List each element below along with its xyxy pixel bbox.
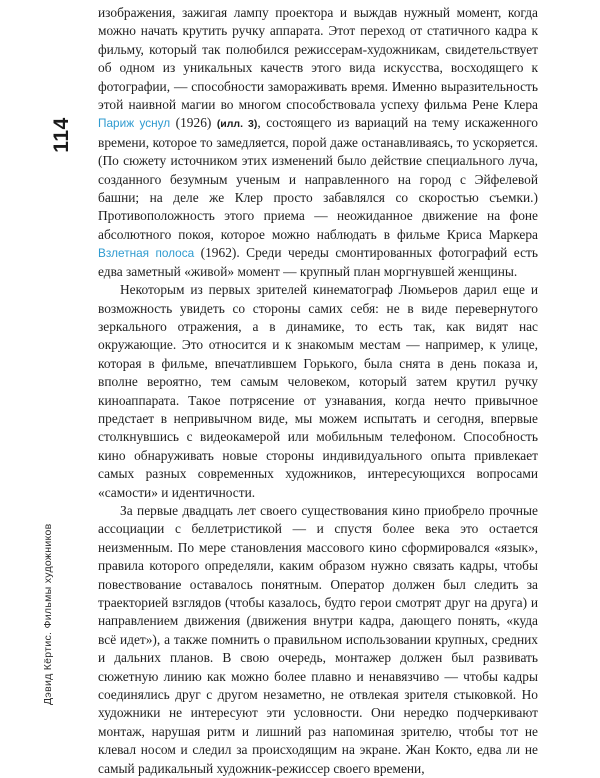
text-run: За первые двадцать лет своего существования кино приобрело прочные ассоциации с беллетристикой — и спустя более века это остается неизменным. По мере становления массового кино сформировался «язык», правила которого определяли, каким образом нужно связать кадры, чтобы повествование оставалось понятным. Оператор должен был следить за траекторией взглядов (чтобы казалось, будто герои смотрят друг на друга) и направлением движения (движения внутри кадра, дающего понять, «куда всё идет»), а также помнить о правильном использовании крупных, средних и дальних планов. В свою очередь, монтажер должен был развивать сюжетную линию как можно более плавно и ненавязчиво — чтобы кадры соединялись друг с другом незаметно, не отвлекая зрителя стыковкой. Но художники не интересуют эти условности. Они нередко подчеркивают монтаж, нарушая ритм и лишний раз напоминая зрителю, чтобы тот не клевал носом и следил за происходящим на экране. Жан Кокто, едва ли не самый радикальный художник-режиссер своего времени,: [98, 502, 538, 776]
text-run: (1962). Среди череды смонтированных фотографий есть едва заметный «живой» момент — крупный план моргнувшей женщины.: [98, 245, 538, 279]
body-text: [98, 4, 538, 778]
page-number: 114: [50, 117, 73, 153]
illustration-reference: (илл. 3): [216, 118, 258, 131]
film-title: Взлетная полоса: [98, 246, 195, 261]
text-run: Некоторым из первых зрителей кинематограф Люмьеров дарил еще и возможность увидеть со стороны самих себя: не в виде перевернутого зеркального отражения, а в динамике, то есть так, как видят нас окружающие. Это относится и к знакомым местам — например, к улице, которая в фильме, впечатлившем Горького, была снята в день показа и, вполне вероятно, тем самым человеком, который затем крутил ручку киноаппарата. Такое потрясение от узнавания, когда нечто привычное предстает в непривычном виде, мы можем испытать и сегодня, впервые столкнувшись с видеокамерой или мобильным телефоном. Способность кино обнаруживать новые стороны индивидуального опыта привлекает самых разных современных художников, интересующихся вопросами «самости» и идентичности.: [98, 282, 538, 500]
running-head: Дэвид Кёртис. Фильмы художников: [42, 523, 54, 705]
paragraph-3: [98, 502, 538, 778]
paragraph-1: [98, 4, 538, 281]
text-run: (1926): [170, 115, 217, 131]
film-title: Париж уснул: [98, 116, 171, 131]
text-run: , состоящего из вариаций на тему искаженного времени, которое то замедляется, порой даже останавливаясь, то ускоряется. (По сюжету источником этих изменений было действие специального луча, созданного безумным ученым и направленного на город с Эйфелевой башни; на деле же Клер просто забавлялся со скоростью съемки.) Противоположность этого приема — неожиданное движение на фоне абсолютного покоя, которое можно наблюдать в фильме Криса Маркера: [98, 115, 538, 242]
paragraph-2: [98, 281, 538, 502]
text-run: изображения, зажигая лампу проектора и выждав нужный момент, когда можно начать крутить ручку аппарата. Этот переход от статичного кадра к фильму, который так полюбился режиссерам-художникам, свидетельствует об одном из уникальных качеств этого вида искусства, восходящего к фотографии, — способности замораживать время. Именно выразительность этой наивной магии во многом способствовала успеху фильма Рене Клера: [98, 5, 538, 113]
